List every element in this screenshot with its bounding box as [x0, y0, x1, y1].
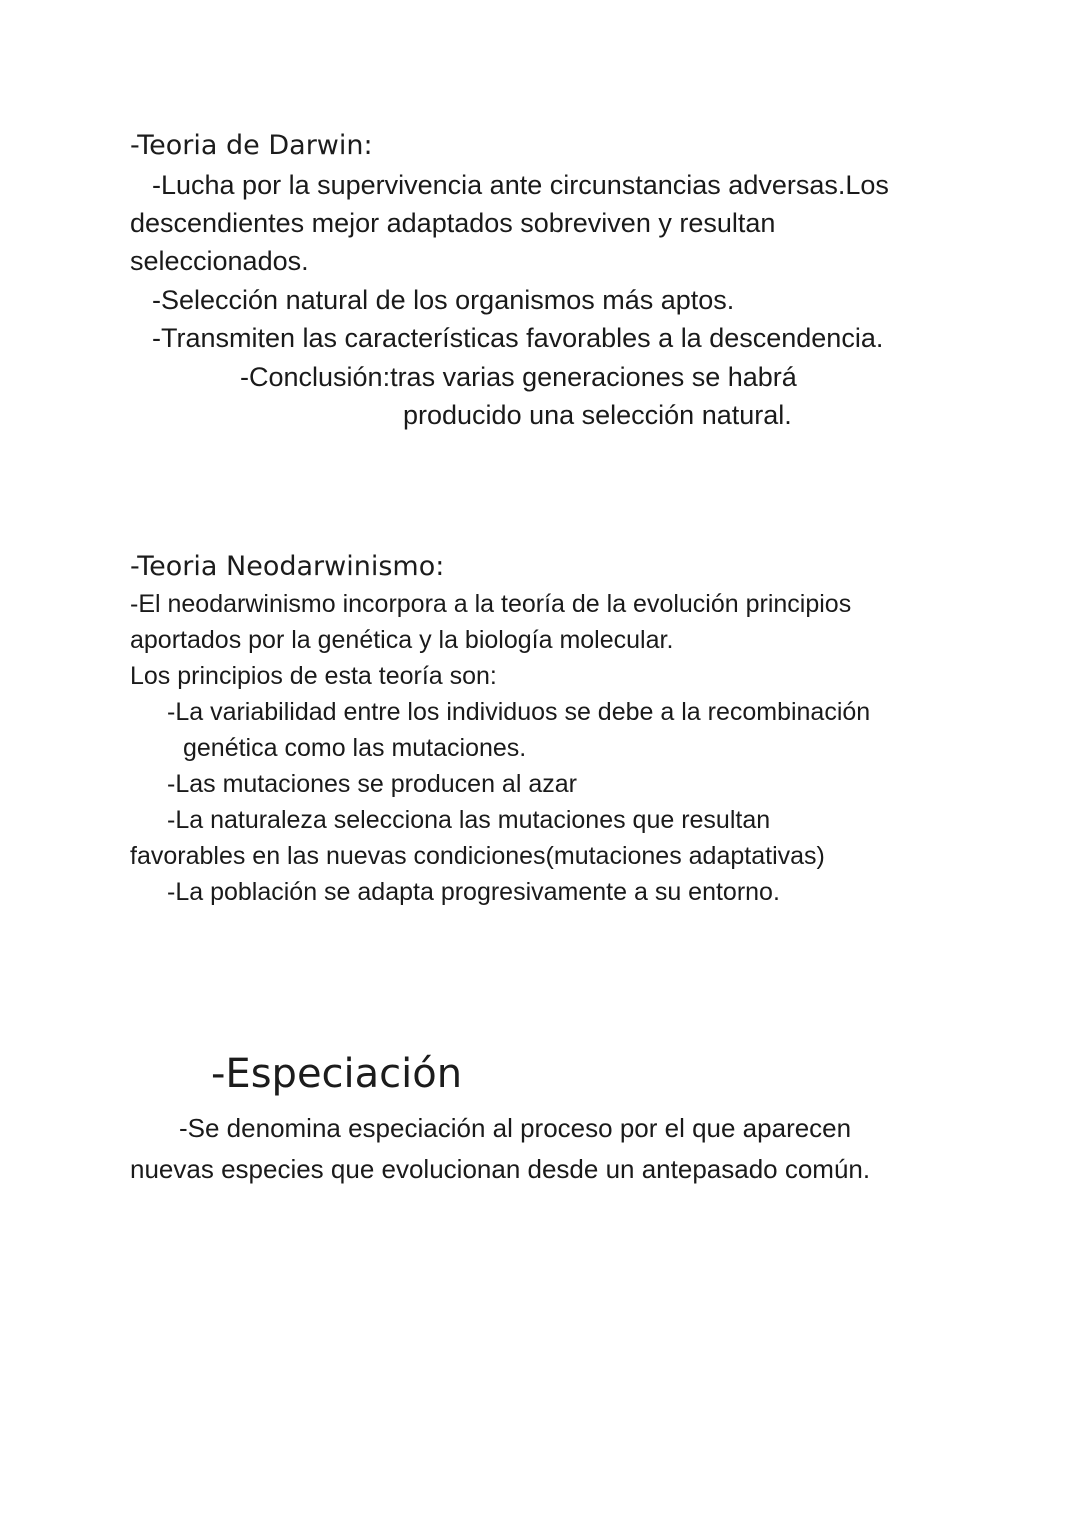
neodarwinismo-line: -El neodarwinismo incorpora a la teoría de la evolución principios — [130, 590, 852, 618]
neodarwinismo-heading: -Teoria Neodarwinismo: — [130, 551, 445, 582]
neodarwinismo-line: -La naturaleza selecciona las mutaciones que resultan — [167, 806, 771, 834]
especiacion-line: nuevas especies que evolucionan desde un antepasado común. — [130, 1154, 871, 1184]
neodarwinismo-line: -Las mutaciones se producen al azar — [167, 770, 577, 798]
especiacion-line: -Se denomina especiación al proceso por el que aparecen — [179, 1113, 852, 1143]
neodarwinismo-line: favorables en las nuevas condiciones(mutaciones adaptativas) — [130, 842, 825, 870]
darwin-heading: -Teoria de Darwin: — [130, 130, 373, 161]
darwin-line: -Selección natural de los organismos más aptos. — [152, 285, 735, 315]
especiacion-heading: -Especiación — [211, 1051, 463, 1097]
darwin-line: -Lucha por la supervivencia ante circunstancias adversas.Los — [152, 170, 889, 200]
neodarwinismo-line: Los principios de esta teoría son: — [130, 662, 497, 690]
darwin-line: producido una selección natural. — [403, 400, 792, 430]
darwin-line: -Conclusión:tras varias generaciones se habrá — [240, 362, 797, 392]
neodarwinismo-line: -La población se adapta progresivamente a su entorno. — [167, 878, 780, 906]
darwin-line: seleccionados. — [130, 246, 309, 276]
neodarwinismo-line: genética como las mutaciones. — [183, 734, 527, 762]
neodarwinismo-line: -La variabilidad entre los individuos se debe a la recombinación — [167, 698, 871, 726]
darwin-line: -Transmiten las características favorables a la descendencia. — [152, 323, 884, 353]
darwin-line: descendientes mejor adaptados sobreviven y resultan — [130, 208, 776, 238]
neodarwinismo-line: aportados por la genética y la biología molecular. — [130, 626, 674, 654]
